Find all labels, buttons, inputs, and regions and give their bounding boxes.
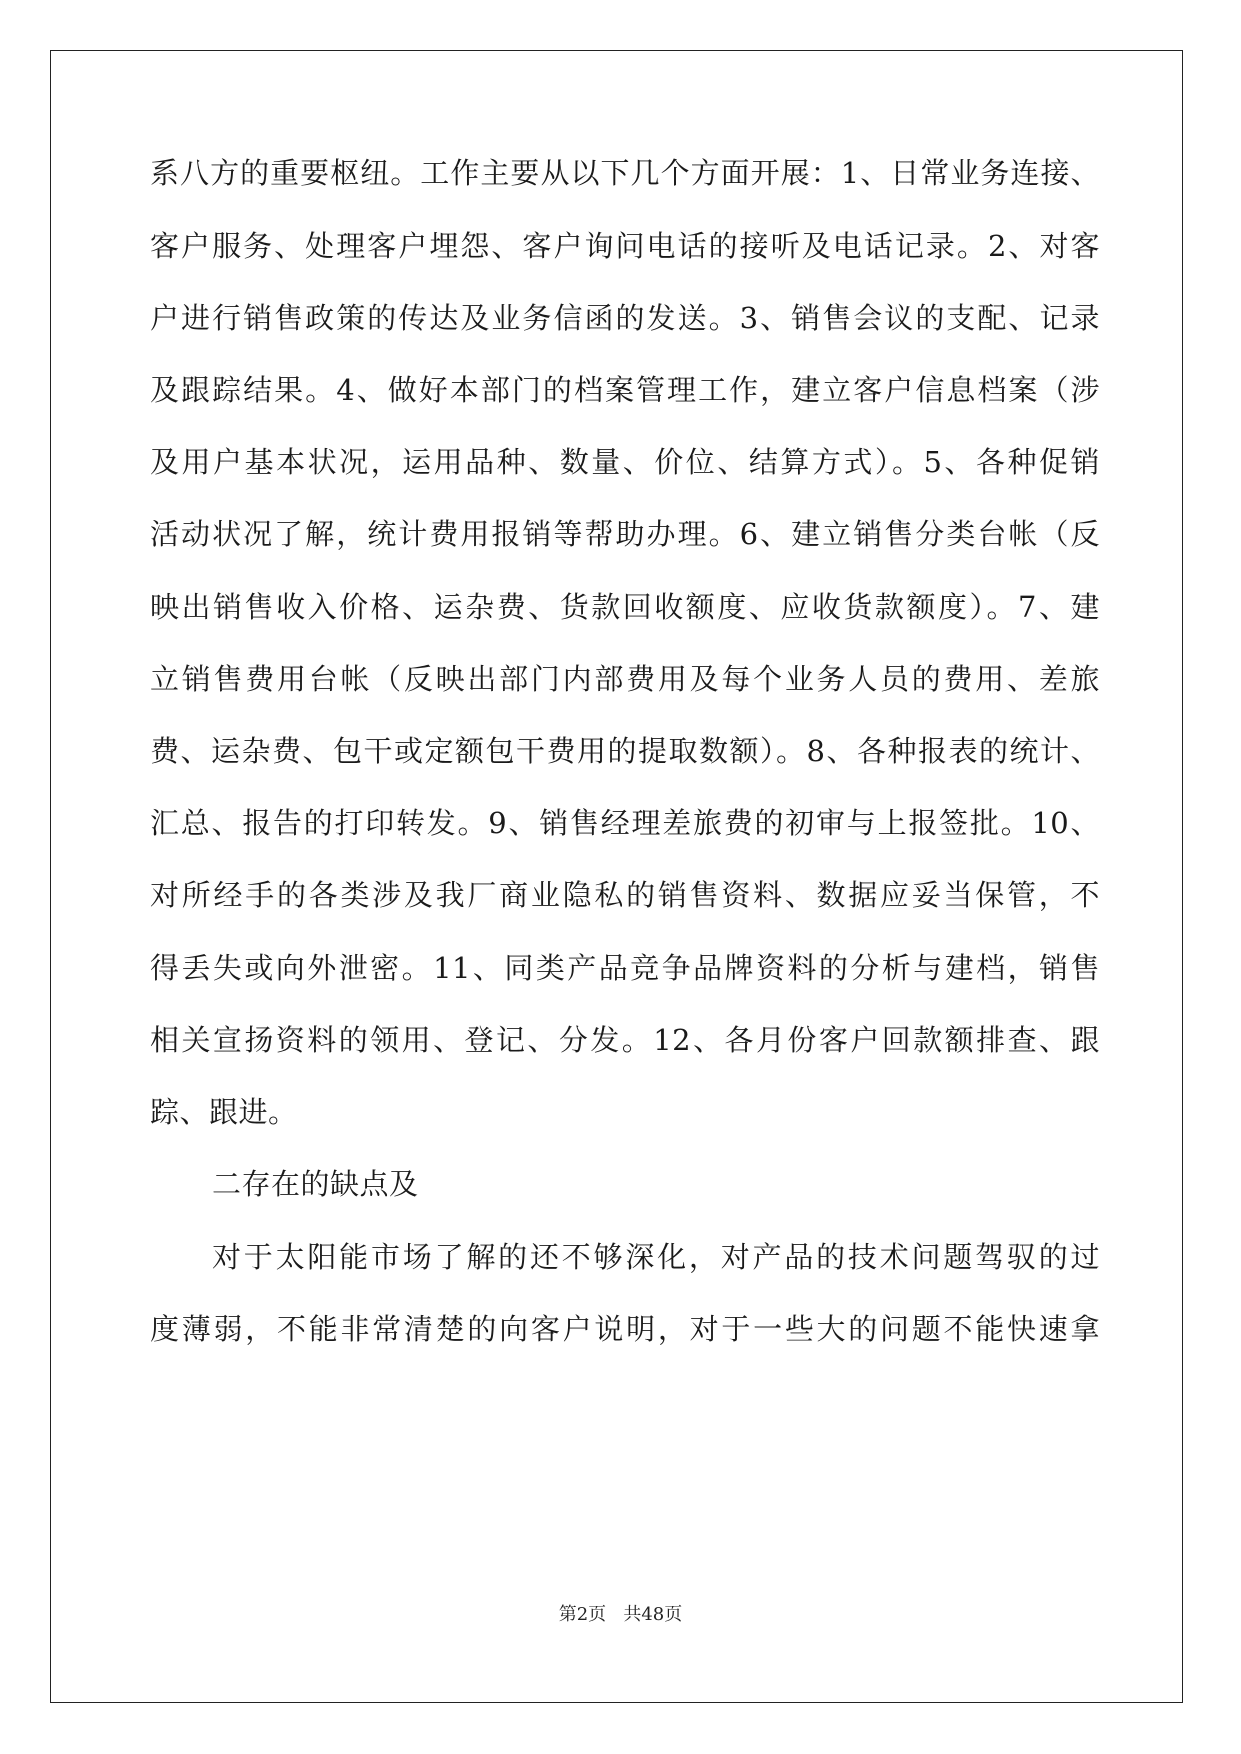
body-line: 对于太阳能市场了解的还不够深化，对产品的技术问题驾驭的过	[212, 1240, 1100, 1274]
body-line: 费、运杂费、包干或定额包干费用的提取数额）。8、各种报表的统计、	[150, 734, 1100, 768]
body-line: 及用户基本状况，运用品种、数量、价位、结算方式）。5、各种促销	[150, 445, 1100, 479]
body-line: 活动状况了解，统计费用报销等帮助办理。6、建立销售分类台帐（反	[150, 517, 1100, 551]
page-total: 共48页	[623, 1604, 683, 1625]
body-line: 得丢失或向外泄密。11、同类产品竞争品牌资料的分析与建档，销售	[150, 951, 1100, 985]
body-line: 立销售费用台帐（反映出部门内部费用及每个业务人员的费用、差旅	[150, 662, 1100, 696]
page-footer	[0, 1603, 1241, 1627]
section-heading: 二存在的缺点及	[212, 1167, 419, 1201]
page-number: 第2页	[558, 1604, 607, 1625]
body-line: 踪、跟进。	[150, 1095, 298, 1129]
body-line: 系八方的重要枢纽。工作主要从以下几个方面开展：1、日常业务连接、	[150, 156, 1100, 190]
body-line: 相关宣扬资料的领用、登记、分发。12、各月份客户回款额排查、跟	[150, 1023, 1100, 1057]
body-line: 户进行销售政策的传达及业务信函的发送。3、销售会议的支配、记录	[150, 301, 1100, 335]
body-line: 映出销售收入价格、运杂费、货款回收额度、应收货款额度）。7、建	[150, 590, 1100, 624]
body-line: 度薄弱，不能非常清楚的向客户说明，对于一些大的问题不能快速拿	[150, 1312, 1100, 1346]
body-line: 对所经手的各类涉及我厂商业隐私的销售资料、数据应妥当保管，不	[150, 878, 1100, 912]
body-line: 汇总、报告的打印转发。9、销售经理差旅费的初审与上报签批。10、	[150, 806, 1100, 840]
body-line: 及跟踪结果。4、做好本部门的档案管理工作，建立客户信息档案（涉	[150, 373, 1100, 407]
body-line: 客户服务、处理客户埋怨、客户询问电话的接听及电话记录。2、对客	[150, 229, 1100, 263]
